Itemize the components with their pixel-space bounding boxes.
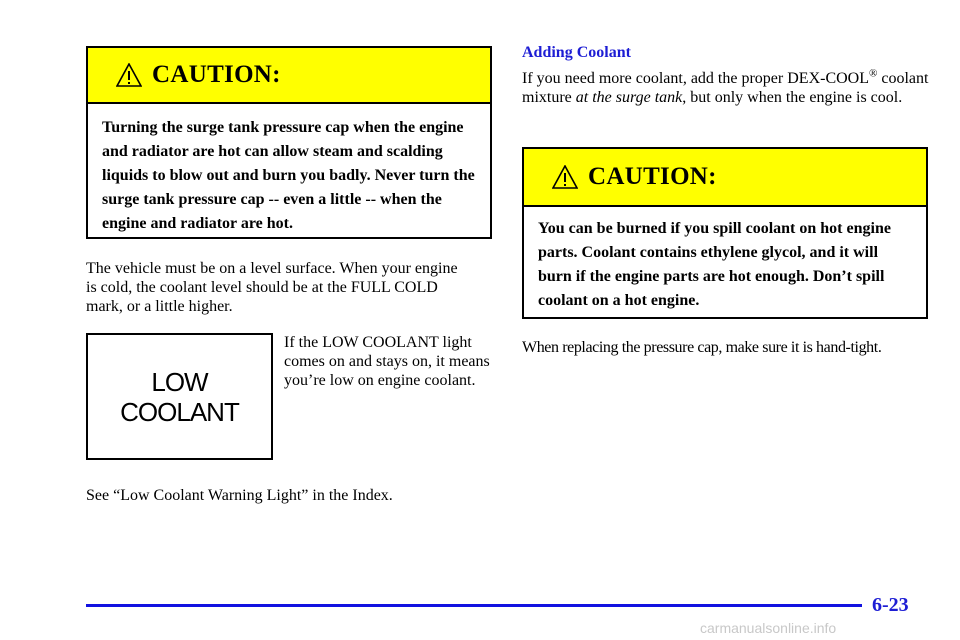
- caution-title: CAUTION:: [588, 163, 717, 190]
- caution-header: [88, 48, 490, 104]
- registered-mark: ®: [869, 67, 878, 80]
- caution-header: [524, 149, 926, 207]
- section-heading-adding-coolant: Adding Coolant: [522, 44, 631, 61]
- intro-part2: coolant mixture: [522, 70, 929, 106]
- intro-part1: If you need more coolant, add the proper DEX-COOL: [522, 70, 869, 87]
- replace-cap-paragraph: When replacing the pressure cap, make sure it is hand-tight.: [522, 339, 882, 356]
- caution-box-surge-cap: [86, 46, 492, 239]
- indicator-line-coolant: COOLANT: [120, 396, 239, 427]
- level-paragraph: The vehicle must be on a level surface. When your engine is cold, the coolant level should be at the FULL COLD mark, or a little higher.: [86, 260, 458, 315]
- low-coolant-light-paragraph: If the LOW COOLANT light comes on and stays on, it means you’re low on engine coolant.: [284, 334, 490, 389]
- footer-rule: [86, 604, 862, 607]
- see-index-paragraph: See “Low Coolant Warning Light” in the Index.: [86, 487, 393, 504]
- caution-text: You can be burned if you spill coolant on hot engine parts. Coolant contains ethylene glycol, and it will burn if the engine parts are hot enough. Don’t spill coolant on a hot engine.: [538, 220, 891, 309]
- indicator-line-low: LOW: [151, 366, 208, 397]
- watermark: carmanualsonline.info: [700, 620, 837, 636]
- caution-title: CAUTION:: [152, 61, 281, 88]
- adding-coolant-intro: [522, 69, 932, 107]
- warning-triangle-icon: [552, 165, 578, 189]
- intro-part3: , but only when the engine is cool.: [682, 89, 903, 106]
- intro-italic: at the surge tank: [575, 89, 683, 106]
- caution-box-spill: [522, 147, 928, 319]
- warning-triangle-icon: [116, 63, 142, 87]
- low-coolant-indicator: [86, 333, 273, 460]
- page-number: 6-23: [872, 594, 909, 616]
- caution-text: Turning the surge tank pressure cap when the engine and radiator are hot can allow steam and scalding liquids to blow out and burn you badly. Never turn the surge tank pressure cap -- even a little -- when the engine and radiator are hot.: [102, 119, 475, 232]
